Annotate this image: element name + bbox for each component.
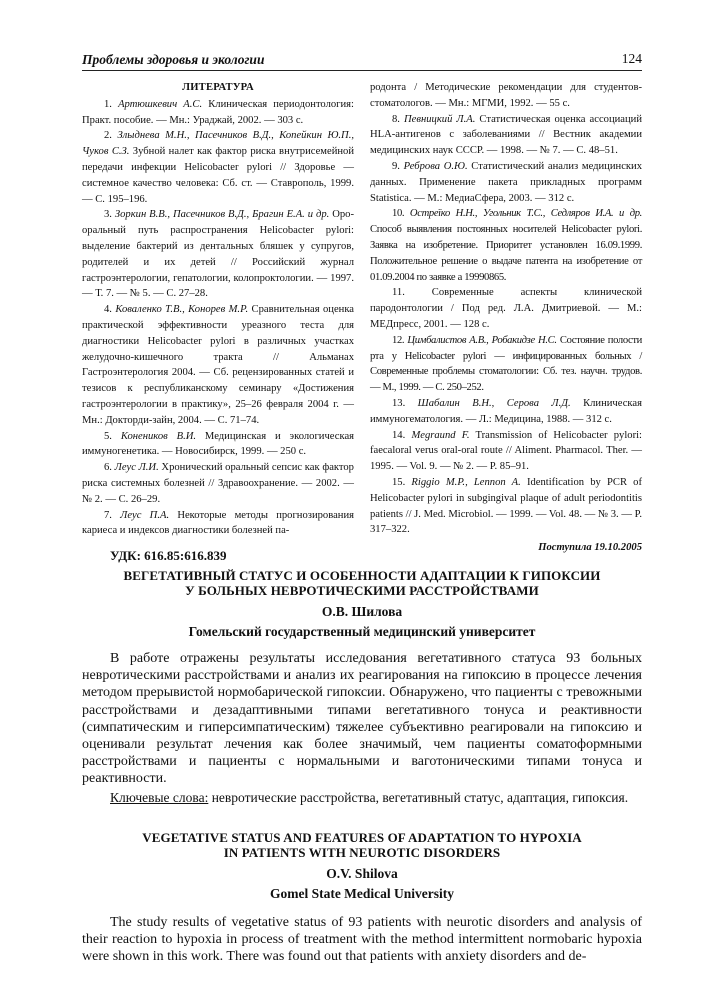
reference-author: Riggio M.P., Lennon A. — [411, 476, 521, 488]
reference-text: Transmission of Helicobacter pylori: faecaloral verus oral-oral route // Aliment. Pharmacol. Ther. — 1995. — Vol. 9. — № 2. — P. 85–91. — [370, 429, 642, 473]
reference-item: 1. Артюшкевич А.С. Клиническая периодонтология: Практ. пособие. — Мн.: Ураджай, 2002. — 303 с. — [82, 98, 354, 126]
reference-text: Современные аспекты клинической пародонтологии / Под ред. Л.А. Дмитриевой. — М.: МЕДпресс, 2001. — 128 с. — [370, 287, 642, 330]
reference-item: 9. Реброва О.Ю. Статистический анализ медицинских данных. Применение пакета прикладных программ Statistica. — М.: МедиаСфера, 2003. — 312 с. — [370, 160, 643, 204]
reference-item: 12. Цимбалистов А.В., Робакидзе Н.С. Состояние полости рта у Helicobacter pylori — инфицированных больных / Современные проблемы стоматологии: Сб. тез. научн. трудов. — М., 1999. — С. 250–252. — [370, 334, 642, 394]
reference-author: Цимбалистов А.В., Робакидзе Н.С. — [407, 334, 557, 346]
article-affiliation-ru: Гомельский государственный медицинский университет — [188, 624, 536, 639]
reference-author: Остреїко Н.Н., Угольник Т.С., Седляров И.А. и др. — [409, 208, 642, 220]
reference-continuation: родонта / Методические рекомендации для студентов-стоматологов. — Мн.: МГМИ, 1992. — 55 с. — [370, 82, 642, 109]
reference-author: Реброва О.Ю. — [403, 160, 468, 172]
reference-author: Коваленко Т.В., Конорев М.Р. — [115, 304, 249, 316]
article-title-en-line1: VEGETATIVE STATUS AND FEATURES OF ADAPTATION TO HYPOXIA — [142, 829, 582, 845]
keywords-ru — [82, 789, 642, 806]
reference-author: Леус Л.И. — [114, 462, 159, 474]
reference-author: Зоркин В.В., Пасечников В.Д., Брагин Е.А. и др. — [114, 209, 330, 221]
reference-text: Клиническая иммуногематология. — Л.: Медицина, 1988. — 312 с. — [370, 397, 642, 425]
article-author-en: O.V. Shilova — [326, 865, 398, 881]
reference-text: Зубной налет как фактор риска внутрисемейной передачи инфекции Helicobacter pylori // Здоровье — системное качество человека: Сб. ст. — Ставрополь, 1999. — С. 195–196. — [82, 146, 354, 205]
references-left-column — [82, 80, 354, 539]
reference-text: Состояние полости рта у Helicobacter pylori — инфицированных больных / Современные проблемы стоматологии: Сб. тез. научн. трудов. — М., 1999. — С. 250–252. — [370, 334, 642, 394]
reference-text: Способ выявления постоянных носителей Helicobacter pylori. Заявка на изобретение. Приоритет установлен 16.09.1999. Положительное решение о выдаче патента на изобретение от 01.09.2004 по заявке а 19990865. — [370, 224, 642, 283]
reference-author: Леус П.А. — [120, 509, 170, 521]
reference-text: Клиническая периодонтология: Практ. пособие. — Мн.: Ураджай, 2002. — 303 с. — [82, 98, 354, 126]
reference-text: Identification by PCR of Helicobacter pylori in subgingival plaque of adult periodontitis patients // J. Med. Microbiol. — 1999. — Vol. 48. — № 3. — P. 317–322. — [370, 476, 643, 536]
reference-item: 7. Леус П.А. Некоторые методы прогнозирования кариеса и индексов диагностики болезней па- — [82, 509, 354, 537]
reference-text: Статистический анализ медицинских данных. Применение пакета прикладных программ Statistica. — М.: МедиаСфера, 2003. — 312 с. — [370, 160, 643, 204]
reference-item: 15. Riggio M.P., Lennon A. Identification by PCR of Helicobacter pylori in subgingival plaque of adult periodontitis patients // J. Med. Microbiol. — 1999. — Vol. 48. — № 3. — P. 317–322. — [370, 476, 643, 536]
reference-text: Медицинская и экологическая иммуногенетика. — Новосибирск, 1999. — 250 с. — [82, 430, 355, 458]
journal-title: Проблемы здоровья и экологии — [82, 52, 265, 67]
abstract-ru: В работе отражены результаты исследования вегетативного статуса 93 больных невротическими расстройствами и анализ их реагирования на гипоксию в процессе лечения методом прерывистой нормобарической гипоксии. Обнаружено, что пациенты с тревожными расстройствами и дезадаптивными типами вегетативного тонуса и реактивности (симпатическим и гиперсимпатическим) тяжелее субъективно реагировали на гипоксию и оценивали результат лечения как более значимый, чем пациенты соматоформными расстройствами и пациенты с нормальными и ваготоническими типами тонуса и реактивности. — [82, 651, 642, 787]
reference-item: 10. Остреїко Н.Н., Угольник Т.С., Седляров И.А. и др. Способ выявления постоянных носителей Helicobacter pylori. Заявка на изобретение. Приоритет установлен 16.09.1999. Положительное решение о выдаче патента на изобретение от 01.09.2004 по заявке а 19990865. — [370, 208, 642, 283]
reference-item: 3. Зоркин В.В., Пасечников В.Д., Брагин Е.А. и др. Оро-оральный путь распространения Helicobacter pylori: выделение бактерий из дентальных бляшек у супругов, родителей и их детей // Российский журнал гастроэнтерологии, гепатологии, колопроктологии. — 1997. — Т. 7. — № 5. — С. 27–28. — [82, 209, 355, 300]
article-title-ru-line1: ВЕГЕТАТИВНЫЙ СТАТУС И ОСОБЕННОСТИ АДАПТАЦИИ К ГИПОКСИИ — [123, 568, 601, 583]
running-header — [82, 50, 642, 71]
reference-item: 5. Конеников В.И. Медицинская и экологическая иммуногенетика. — Новосибирск, 1999. — 250 с. — [82, 430, 355, 458]
reference-item: 14. Megraund F. Transmission of Helicobacter pylori: faecaloral verus oral-oral route // Aliment. Pharmacol. Ther. — 1995. — Vol. 9. — № 2. — P. 85–91. — [370, 429, 642, 473]
keywords-label: Ключевые слова: — [110, 789, 209, 805]
article-title-en-line2: IN PATIENTS WITH NEUROTIC DISORDERS — [223, 844, 501, 860]
reference-item: 13. Шабалин В.Н., Серова Л.Д. Клиническая иммуногематология. — Л.: Медицина, 1988. — 312 с. — [370, 397, 642, 425]
reference-item: 4. Коваленко Т.В., Конорев М.Р. Сравнительная оценка практической эффективности уреазного теста для диагностики Helicobacter pylori в различных участках желудочно-кишечного тракта // Альманах Гастроэнтерология 2004. — Сб. рецензированных статей и тезисов к республиканскому семинару «Достижения гастроэнтерологии в практику», 25–26 февраля 2004 г. — Мн.: Докторди-зайн, 2004. — С. 71–74. — [82, 304, 355, 426]
abstract-en: The study results of vegetative status of 93 patients with neurotic disorders and analysis of their reaction to hypoxia in process of treatment with the method intermittent normobaric hypoxia were shown in this work. There was found out that patients with anxiety disorders and de- — [82, 914, 642, 965]
reference-text: Статистическая оценка ассоциаций HLA-антигенов с заболеваниями // Вестник академии медицинских наук СССР. — 1998. — № 7. — С. 48–51. — [370, 113, 642, 157]
reference-text: Оро-оральный путь распространения Helicobacter pylori: выделение бактерий из дентальных бляшек у супругов, родителей и их детей // Российский журнал гастроэнтерологии, гепатологии, колопроктологии. — 1997. — Т. 7. — № 5. — С. 27–28. — [82, 209, 355, 300]
reference-author: Шабалин В.Н., Серова Л.Д. — [417, 397, 571, 409]
references-right-column — [370, 80, 642, 567]
reference-author: Злыднева М.Н., Пасечников В.Д., Копейкин Ю.П., Чуков С.З. — [82, 130, 355, 158]
reference-author: Конеников В.И. — [120, 430, 197, 442]
reference-author: Megraund F. — [411, 429, 470, 441]
received-date: Поступила 19.10.2005 — [538, 542, 642, 554]
reference-item: 8. Певницкий Л.А. Статистическая оценка ассоциаций HLA-антигенов с заболеваниями // Вестник академии медицинских наук СССР. — 1998. — № 7. — С. 48–51. — [370, 113, 642, 157]
reference-author: Певницкий Л.А. — [404, 113, 476, 125]
udc-code: УДК: 616.85:616.839 — [110, 548, 227, 563]
reference-item: 2. Злыднева М.Н., Пасечников В.Д., Копейкин Ю.П., Чуков С.З. Зубной налет как фактор риска внутрисемейной передачи инфекции Helicobacter pylori // Здоровье — системное качество человека: Сб. ст. — Ставрополь, 1999. — С. 195–196. — [82, 130, 355, 205]
reference-item: 11. Современные аспекты клинической пародонтологии / Под ред. Л.А. Дмитриевой. — М.: МЕДпресс, 2001. — 128 с. — [370, 287, 642, 330]
article-author-ru: О.В. Шилова — [321, 604, 403, 619]
article-section — [82, 548, 642, 965]
reference-text: Хронический оральный сепсис как фактор риска системных болезней // Здравоохранение. — 2002. — № 2. — С. 26–29. — [82, 462, 354, 505]
reference-text: Сравнительная оценка практической эффективности уреазного теста для диагностики Helicobacter pylori в различных участках желудочно-кишечного тракта // Альманах Гастроэнтерология 2004. — Сб. рецензированных статей и тезисов к республиканскому семинару «Достижения гастроэнтерологии в практику», 25–26 февраля 2004 г. — Мн.: Докторди-зайн, 2004. — С. 71–74. — [82, 304, 355, 426]
reference-text: Некоторые методы прогнозирования кариеса и индексов диагностики болезней па- — [82, 509, 354, 537]
article-title-ru-line2: У БОЛЬНЫХ НЕВРОТИЧЕСКИМИ РАССТРОЙСТВАМИ — [185, 583, 539, 598]
page-number: 124 — [621, 51, 642, 66]
references-heading: ЛИТЕРАТУРА — [182, 82, 254, 93]
article-affiliation-en: Gomel State Medical University — [269, 885, 455, 901]
english-abstract-block — [82, 830, 642, 966]
reference-author: Артюшкевич А.С. — [118, 98, 203, 110]
keywords-text: невротические расстройства, вегетативный статус, адаптация, гипоксия. — [208, 789, 629, 805]
reference-item: 6. Леус Л.И. Хронический оральный сепсис как фактор риска системных болезней // Здравоохранение. — 2002. — № 2. — С. 26–29. — [82, 462, 354, 505]
